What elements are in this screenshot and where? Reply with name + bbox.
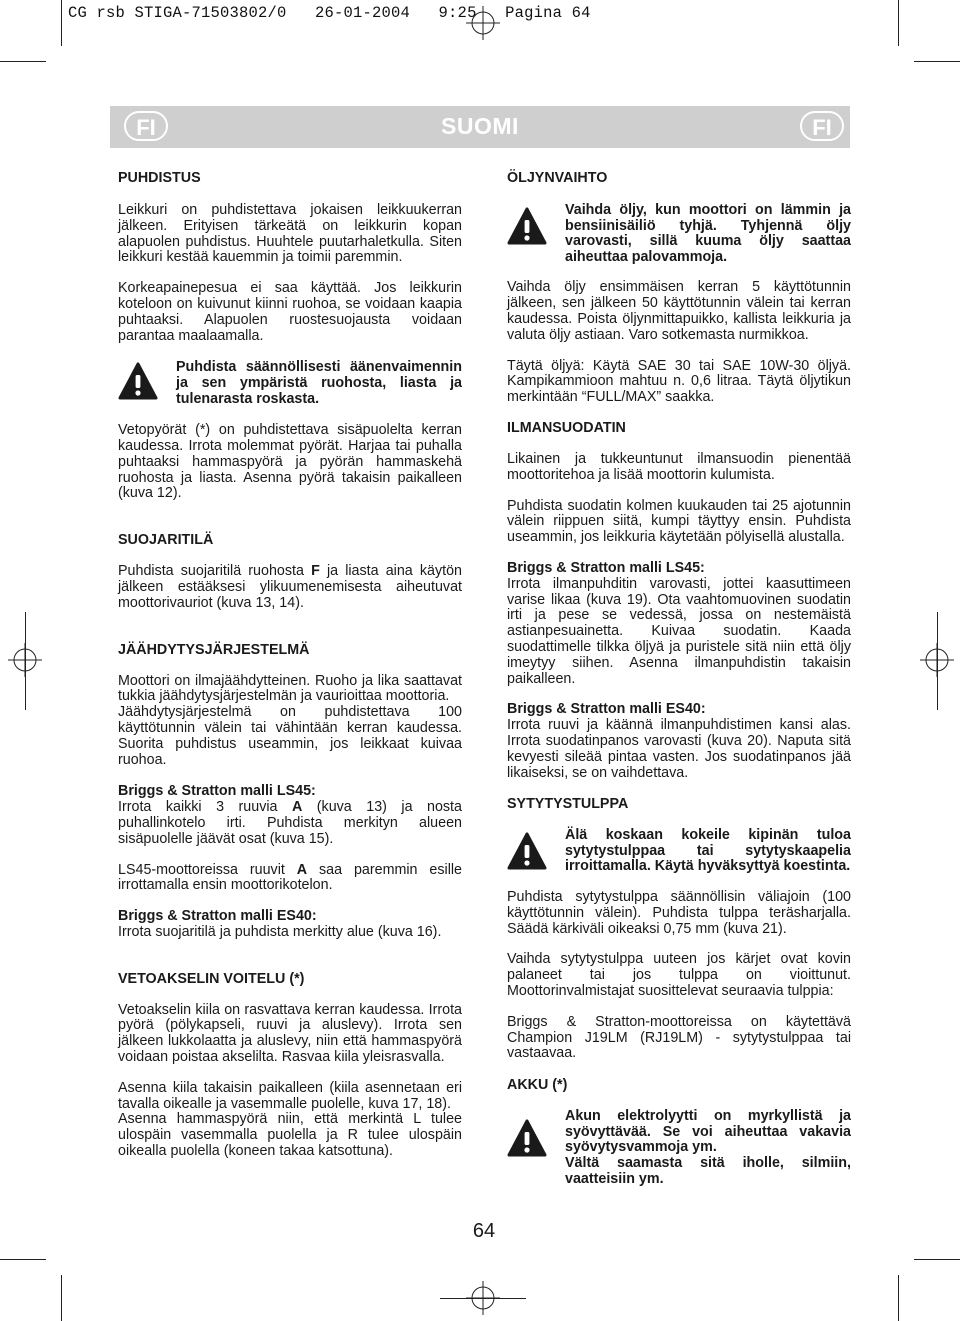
language-badge-right: FI (800, 111, 844, 141)
text-run: ja liasta aina käytön jälkeen estääksesi ylikuumenemisesta aiheutuvat moottorivauriot (kuva 13, 14). (118, 563, 463, 611)
warning-triangle-icon (118, 362, 158, 400)
warning-block (507, 1109, 851, 1187)
registration-line-right (937, 612, 938, 710)
print-slug: CG rsb STIGA-71503802/0 26-01-2004 9:25 Pagina 64 (68, 4, 591, 22)
crop-mark-bottom-left-h (0, 1259, 46, 1260)
paragraph: Vaihda öljy ensimmäisen kerran 5 käyttötunnin jälkeen, sen jälkeen 50 käyttötunnin välein tai kerran kaudessa. Poista öljynmittapuikko, kallista leikkuria ja valuta öljy astiaan. Varo sotkemasta nurmikkoa. (507, 279, 851, 343)
paragraph (118, 800, 462, 847)
warning-text: Akun elektrolyytti on myrkyllistä ja syövyttävää. Se voi aiheuttaa vakavia syövytysvammoja ym. (565, 1108, 851, 1156)
paragraph: Jäähdytysjärjestelmä on puhdistettava 100 käyttötunnin välein tai vähintään kerran kaudessa. Suorita puhdistus useammin, jos leikkaat kuivaa ruohoa. (118, 704, 462, 768)
warning-triangle-icon (507, 832, 547, 870)
section-heading-suojaritila: SUOJARITILÄ (118, 532, 214, 549)
paragraph (118, 863, 462, 895)
section-heading-sytytystulppa: SYTYTYSTULPPA (507, 796, 629, 813)
paragraph: Puhdista sytytystulppa säännöllisin väliajoin (100 käyttötunnin välein). Puhdista tulppa teräsharjalla. Säädä kärkiväli oikeaksi 0,75 mm (kuva 21). (507, 889, 851, 937)
text-run-bold: F (311, 563, 320, 580)
warning-block (507, 203, 851, 265)
paragraph: Asenna hammaspyörä niin, että merkintä L tulee ulospäin vasemmalla puolella ja R tulee ulospäin oikealla puolella (koneen takaa katsottuna). (118, 1111, 462, 1160)
crop-mark-top-left-v (61, 0, 62, 46)
crop-mark-bottom-left-v (61, 1275, 62, 1321)
left-column (118, 170, 462, 1160)
subheading: Briggs & Stratton malli LS45: (507, 559, 705, 576)
text-run-bold: A (291, 799, 303, 816)
subheading: Briggs & Stratton malli ES40: (507, 701, 706, 718)
subheading: Briggs & Stratton malli ES40: (118, 908, 317, 925)
paragraph: Briggs & Stratton-moottoreissa on käytettävä Champion J19LM (RJ19LM) - sytytystulppaa tai vastaavaa. (507, 1013, 851, 1062)
warning-text: Vältä saamasta sitä iholle, silmiin, vaatteisiin ym. (565, 1155, 851, 1187)
subheading: Briggs & Stratton malli LS45: (118, 783, 316, 800)
warning-text: Puhdista säännöllisesti äänenvaimennin ja sen ympäristä ruohosta, liasta ja tulenarasta roskasta. (176, 359, 462, 407)
registration-line-left (25, 612, 26, 710)
section-heading-oljynvaihto: ÖLJYNVAIHTO (507, 170, 608, 186)
warning-block (118, 360, 462, 407)
crop-mark-top-left-h (0, 61, 46, 62)
paragraph: Leikkuri on puhdistettava jokaisen leikkuukerran jälkeen. Erityisen tärkeätä on leikkurin kopan alapuolen puhdistus. Huuhtele puutarhaletkulla. Siten leikkuri kestää kauemmin ja toimii paremmin. (118, 202, 462, 266)
paragraph: Puhdista suodatin kolmen kuukauden tai 25 ajotunnin välein riippuen siitä, kumpi täyttyy ensin. Puhdista useammin, jos leikkuria käytetään pölyisellä alustalla. (507, 497, 851, 546)
paragraph: Korkeapainepesua ei saa käyttää. Jos leikkurin koteloon on kuivunut kiinni ruohoa, se voidaan kaapia puhtaaksi. Alapuolen ruostesuojausta voidaan parantaa maalaamalla. (118, 280, 462, 344)
text-run: saa paremmin esille irrottamalla ensin moottorikotelon. (118, 861, 462, 894)
paragraph: Vetopyörät (*) on puhdistettava sisäpuolelta kerran kaudessa. Irrota molemmat pyörät. Harjaa tai puhalla puhtaaksi hammaspyörä ja pyörän hammaskehä ruohosta ja liasta. Asenna pyörä takaisin paikalleen (kuva 12). (118, 422, 462, 502)
text-run-bold: A (296, 861, 308, 878)
warning-block (507, 828, 851, 875)
paragraph: Vaihda sytytystulppa uuteen jos kärjet ovat kovin palaneet tai jos tulppa on vioittunut. Moottorinvalmistajat suosittelevat seuraavia tulppia: (507, 951, 851, 1000)
language-banner (110, 106, 850, 148)
page-number: 64 (472, 1220, 496, 1242)
paragraph: Irrota suojaritilä ja puhdista merkitty alue (kuva 16). (118, 923, 442, 940)
warning-text: Vaihda öljy, kun moottori on lämmin ja bensiinisäiliö tyhjä. Tyhjennä öljy varovasti, sillä kuuma öljy saattaa aiheuttaa palovammoja. (565, 202, 851, 265)
paragraph (118, 564, 462, 611)
banner-title: SUOMI (441, 113, 519, 139)
warning-text: Älä koskaan kokeile kipinän tuloa sytytystulppaa tai sytytyskaapelia irroittamalla. Käytä hyväksyttyä koestinta. (565, 827, 851, 875)
paragraph: Vetoakselin kiila on rasvattava kerran kaudessa. Irrota pyörä (pölykapseli, ruuvi ja aluslevy). Irrota sen jälkeen lukkolaatta ja aluslevy, niin että hammaspyörä voidaan poistaa akselilta. Rasvaa kiila yleisrasvalla. (118, 1001, 462, 1066)
right-column (507, 170, 851, 1187)
paragraph: Likainen ja tukkeuntunut ilmansuodin pienentää moottoritehoa ja lisää moottorin kulumista. (507, 450, 851, 483)
registration-line-bottom (440, 1298, 526, 1299)
crop-mark-bottom-right-h (914, 1259, 960, 1260)
section-heading-vetoakseli: VETOAKSELIN VOITELU (*) (118, 970, 305, 987)
warning-triangle-icon (507, 1119, 547, 1157)
language-badge-left: FI (124, 111, 168, 141)
text-run: Puhdista suojaritilä ruohosta (118, 563, 312, 580)
crop-mark-bottom-right-v (898, 1275, 899, 1321)
warning-triangle-icon (507, 207, 547, 245)
section-heading-ilmansuodatin: ILMANSUODATIN (507, 419, 626, 436)
section-heading-puhdistus: PUHDISTUS (118, 170, 201, 186)
section-heading-akku: AKKU (*) (507, 1077, 568, 1094)
paragraph: Irrota ruuvi ja käännä ilmanpuhdistimen kansi alas. Irrota suodatinpanos varovasti (kuva 20). Naputa sitä kevyesti sileää pintaa vasten. Jos suodatinpanos jää likaiseksi, se on vaihdettava. (507, 717, 851, 781)
registration-mark-top-icon (466, 6, 500, 40)
section-heading-jaahdytysjarjestelma: JÄÄHDYTYSJÄRJESTELMÄ (118, 641, 310, 658)
paragraph: Irrota ilmanpuhditin varovasti, jottei kaasuttimeen varise likaa (kuva 19). Ota vaahtomuovinen suodatin irti ja pese se vedessä, jossa on nestemäistä astianpesuainetta. Kuivaa suodatin. Kaada suodattimelle tilkka öljyä ja puristele sitä niin että öljy imeytyy siihen. Asenna ilmanpuhdistin takaisin paikalleen. (507, 575, 851, 687)
paragraph: Täytä öljyä: Käytä SAE 30 tai SAE 10W-30 öljyä. Kampikammioon mahtuu n. 0,6 litraa. Täytä öljytikun merkintään “FULL/MAX” saakka. (507, 357, 851, 406)
paragraph: Asenna kiila takaisin paikalleen (kiila asennetaan eri tavalla oikealle ja vasemmalle puolelle, kuva 17, 18). (118, 1079, 462, 1112)
paragraph: Moottori on ilmajäähdytteinen. Ruoho ja lika saattavat tukkia jäähdytysjärjestelmän ja vaurioittaa moottoria. (118, 672, 462, 705)
text-run: (kuva 13) ja nosta puhallinkotelo irti. Puhdista merkityn alueen sisäpuolelle jäävät osat (kuva 15). (118, 799, 462, 847)
crop-mark-top-right-v (898, 0, 899, 46)
crop-mark-top-right-h (914, 61, 960, 62)
text-run: Irrota kaikki 3 ruuvia (118, 799, 292, 816)
text-run: LS45-moottoreissa ruuvit (118, 861, 297, 878)
